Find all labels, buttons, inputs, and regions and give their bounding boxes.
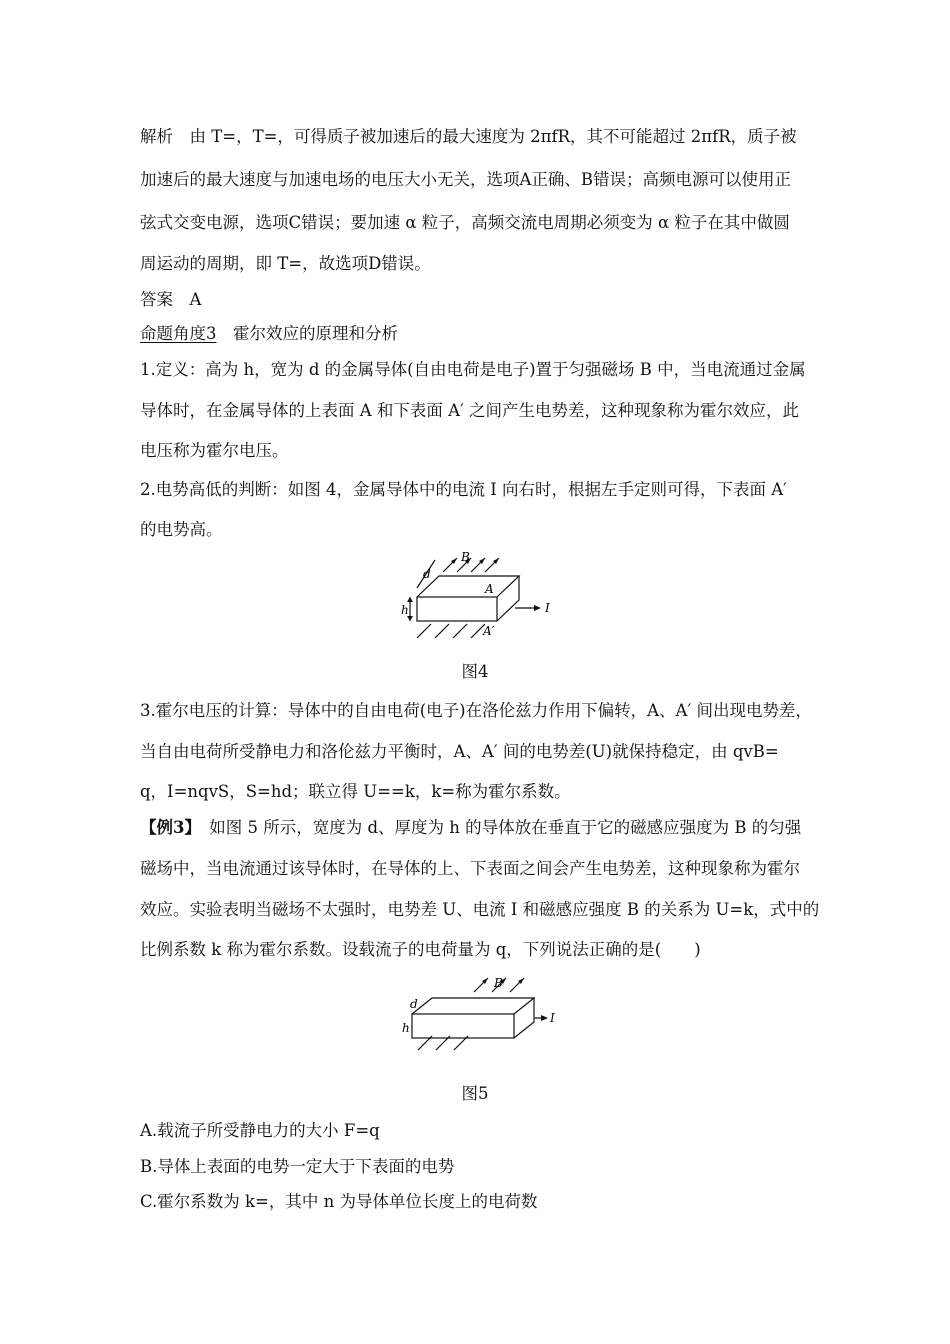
section-heading-title: 霍尔效应的原理和分析 [216,324,398,343]
definition-2-line-1: 2.电势高低的判断：如图 4，金属导体中的电流 I 向右时，根据左手定则可得，下表面 A′ [140,480,787,499]
b-field-line [417,624,431,638]
figure-4-caption: 图4 [461,662,489,681]
analysis-line-4: 周运动的周期，即 T=，故选项D错误。 [140,254,431,273]
figure-4-label-i: I [545,601,550,615]
example-line-3: 效应。实验表明当磁场不太强时，电势差 U、电流 I 和磁感应强度 B 的关系为 U=k，式中的 [140,900,820,919]
example-line-2: 磁场中，当电流通过该导体时，在导体的上、下表面之间会产生电势差，这种现象称为霍尔 [140,859,800,878]
example-line-1 [140,817,820,839]
answer-line: 答案 A [140,290,202,309]
figure-5-caption: 图5 [461,1084,489,1103]
definition-1-line-1: 1.定义：高为 h，宽为 d 的金属导体(自由电荷是电子)置于匀强磁场 B 中，当电流通过金属 [140,360,806,379]
example-line-1-text: 如图 5 所示，宽度为 d、厚度为 h 的导体放在垂直于它的磁感应强度为 B 的匀强 [192,818,802,837]
section-heading-label: 命题角度3 [140,324,217,343]
option-a: A.载流子所受静电力的大小 F=q [140,1121,380,1140]
figure-5-diagram [398,970,558,1060]
figure-4-label-b: B [461,550,470,564]
figure-5-label-b: B [494,976,503,990]
definition-2-line-2: 的电势高。 [140,520,223,539]
figure-4-label-a-prime: A′ [483,624,495,638]
conductor-side-face [514,998,534,1038]
analysis-line-1: 解析 由 T=，T=，可得质子被加速后的最大速度为 2πfR，其不可能超过 2πfR，质子被 [140,127,797,146]
example-line-4: 比例系数 k 称为霍尔系数。设载流子的电荷量为 q，下列说法正确的是( ) [140,940,701,959]
b-field-line [435,624,449,638]
definition-1-line-3: 电压称为霍尔电压。 [140,441,289,460]
figure-5-label-d: d [410,997,418,1011]
option-c: C.霍尔系数为 k=，其中 n 为导体单位长度上的电荷数 [140,1192,538,1211]
conductor-top-face [417,576,519,597]
definition-3-line-3: q，I=nqvS，S=hd；联立得 U==k，k=称为霍尔系数。 [140,782,571,801]
figure-5-label-i: I [550,1011,555,1025]
figure-5-label-h: h [402,1021,410,1035]
analysis-line-2: 加速后的最大速度与加速电场的电压大小无关，选项A正确、B错误；高频电源可以使用正 [140,170,792,189]
conductor-front-face [412,1014,514,1038]
conductor-top-face [412,998,534,1014]
conductor-front-face [417,597,497,621]
example-tag: 【例3】 [140,818,193,837]
figure-4-diagram [395,548,560,648]
definition-3-line-1: 3.霍尔电压的计算：导体中的自由电荷(电子)在洛伦兹力作用下偏转，A、A′ 间出现电势差， [140,701,812,720]
conductor-side-face [497,576,519,621]
analysis-line-3: 弦式交变电源，选项C错误；要加速 α 粒子，高频交流电周期必须变为 α 粒子在其中做圆 [140,213,790,232]
definition-1-line-2: 导体时，在金属导体的上表面 A 和下表面 A′ 之间产生电势差，这种现象称为霍尔效应，此 [140,401,800,420]
definition-3-line-2: 当自由电荷所受静电力和洛伦兹力平衡时，A、A′ 间的电势差(U)就保持稳定，由 qvB= [140,742,779,761]
section-heading [140,323,820,345]
figure-4-label-d: d [423,567,431,581]
figure-4-label-a: A [485,582,494,596]
option-b: B.导体上表面的电势一定大于下表面的电势 [140,1157,455,1176]
b-field-line [453,624,467,638]
figure-4-label-h: h [401,603,409,617]
